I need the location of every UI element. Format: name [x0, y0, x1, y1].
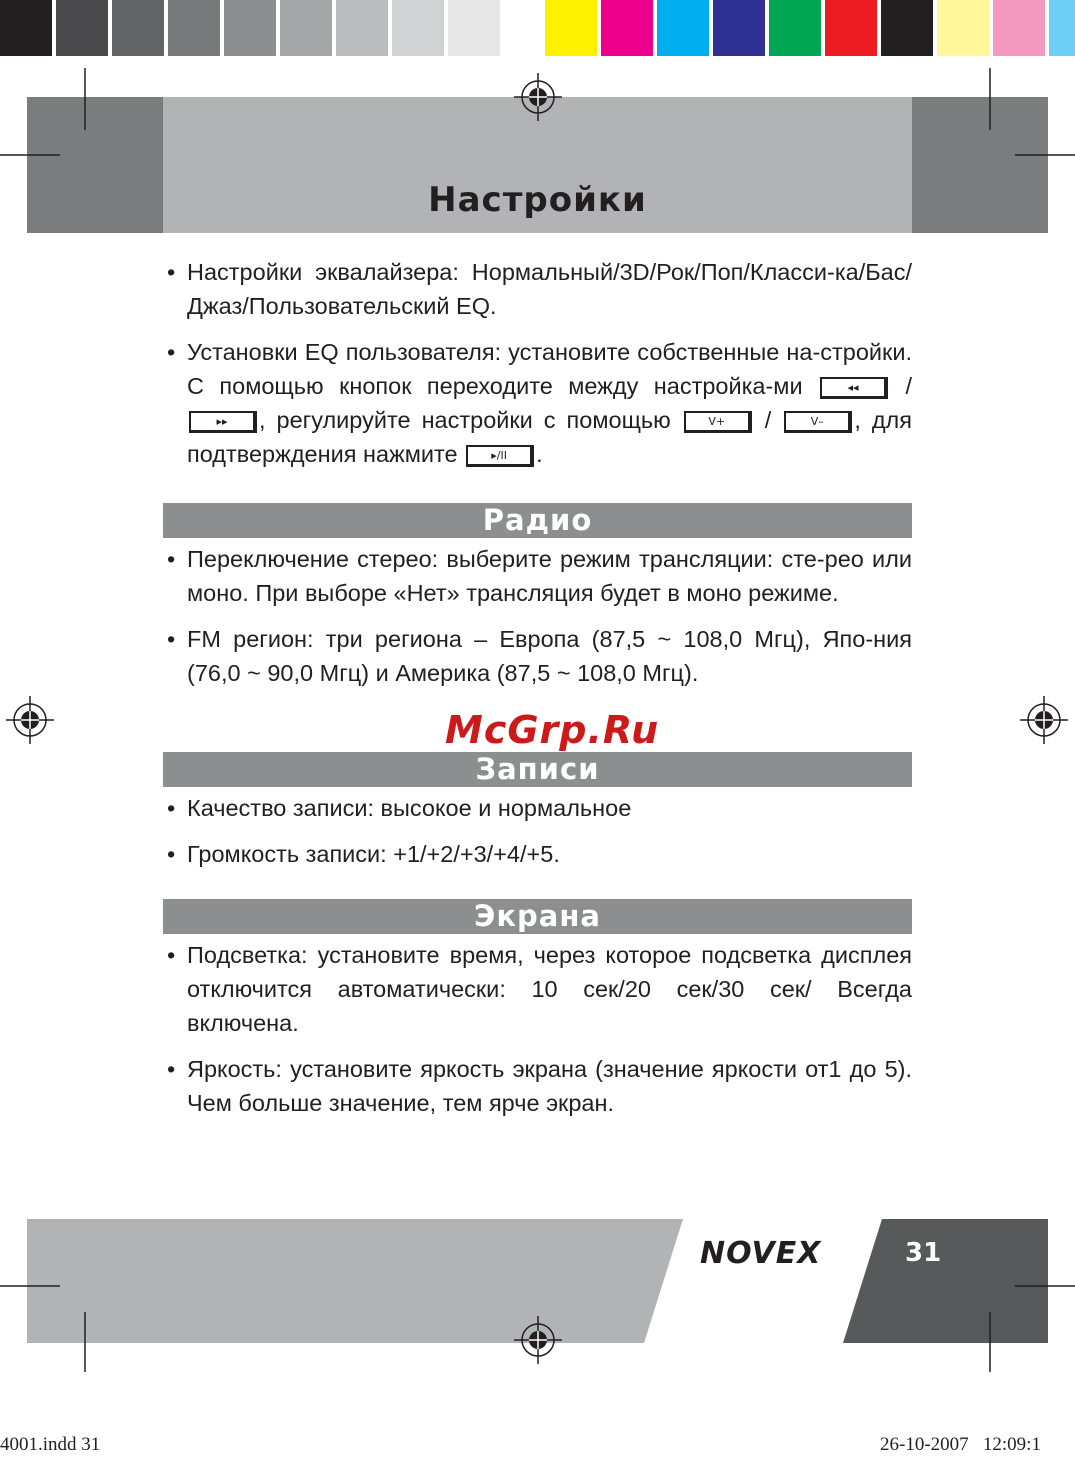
gray-swatch: [280, 0, 336, 56]
watermark-link[interactable]: McGrp.Ru: [445, 708, 660, 752]
button-key-icon: ▸/II: [466, 445, 534, 467]
page-number: 31: [905, 1238, 942, 1268]
list-item: • FM регион: три региона – Европа (87,5 ~ 108,0 Мгц), Япо-ния (76,0 ~ 90,0 Мгц) и Америка (87,5 ~ 108,0 Мгц).: [167, 626, 912, 686]
text-segment: /: [890, 373, 912, 399]
list-item: • Переключение стерео: выберите режим трансляции: сте-рео или моно. При выборе «Нет» трансляция будет в моно режиме.: [167, 546, 912, 606]
color-swatch: [937, 0, 993, 56]
gray-swatch: [0, 0, 56, 56]
gray-swatch: [168, 0, 224, 56]
color-swatch: [993, 0, 1049, 56]
button-key-icon: V+: [684, 411, 752, 433]
settings-list: [163, 255, 912, 483]
text-segment: Настройки эквалайзера: Нормальный/3D/Рок/Поп/Класси-ка/Бас/Джаз/Пользовательский EQ.: [187, 259, 912, 319]
screen-list: [163, 938, 912, 1132]
button-key-icon: ◂◂: [820, 377, 888, 399]
text-segment: , для подтверждения нажмите: [187, 407, 912, 467]
gray-swatch: [224, 0, 280, 56]
text-segment: Установки EQ пользователя: установите собственные на-стройки. С помощью кнопок переходите между настройка-ми: [187, 339, 912, 399]
radio-list: [163, 542, 912, 702]
color-swatch: [657, 0, 713, 56]
slug-filename: 4001.indd 31: [0, 1434, 101, 1455]
list-item: • Установки EQ пользователя: установите собственные на-стройки. С помощью кнопок переходите между настройка-ми ◂◂ / ▸▸ , регулируйте настройки с помощью V+ / V– , для подтверждения нажмите ▸/II .: [167, 339, 912, 467]
header-right-block: [912, 97, 1048, 233]
list-item: • Громкость записи: +1/+2/+3/+4/+5.: [167, 841, 560, 867]
color-swatch: [545, 0, 601, 56]
footer-light-band: [27, 1219, 683, 1343]
gray-swatch: [392, 0, 448, 56]
section-title-recordings: Записи: [163, 752, 912, 787]
button-key-icon: ▸▸: [189, 411, 257, 433]
cmyk-calibration-bars: [545, 0, 1075, 56]
footer-dark-band: [843, 1219, 1048, 1343]
gray-swatch: [112, 0, 168, 56]
gray-swatch: [336, 0, 392, 56]
color-swatch: [825, 0, 881, 56]
section-title-radio: Радио: [163, 503, 912, 538]
slug-date: 26-10-2007 12:09:1: [880, 1434, 1041, 1455]
footer-band: [0, 1215, 1075, 1345]
color-swatch: [881, 0, 937, 56]
header-left-block: [27, 97, 163, 233]
page-title: Настройки: [428, 180, 647, 220]
gray-swatch: [448, 0, 504, 56]
text-segment: /: [753, 407, 783, 433]
list-item: • Качество записи: высокое и нормальное: [167, 795, 632, 821]
text-segment: .: [536, 441, 543, 467]
section-title-screen: Экрана: [163, 899, 912, 934]
color-swatch: [1049, 0, 1075, 56]
gray-swatch: [56, 0, 112, 56]
text-segment: , регулируйте настройки с помощью: [259, 407, 682, 433]
recordings-list: [163, 791, 912, 883]
gray-calibration-bars: [0, 0, 560, 56]
list-item: • Яркость: установите яркость экрана (значение яркости от1 до 5). Чем больше значение, тем ярче экран.: [167, 1056, 912, 1116]
list-item: • Подсветка: установите время, через которое подсветка дисплея отключится автоматически: 10 сек/20 сек/30 сек/ Всегда включена.: [167, 942, 912, 1036]
list-item: • Настройки эквалайзера: Нормальный/3D/Рок/Поп/Класси-ка/Бас/Джаз/Пользовательский EQ.: [167, 259, 912, 319]
color-swatch: [769, 0, 825, 56]
color-swatch: [601, 0, 657, 56]
registration-mark-icon: [1020, 696, 1068, 744]
color-swatch: [713, 0, 769, 56]
button-key-icon: V–: [784, 411, 852, 433]
brand-logo: NOVEX: [700, 1236, 822, 1271]
registration-mark-icon: [6, 696, 54, 744]
